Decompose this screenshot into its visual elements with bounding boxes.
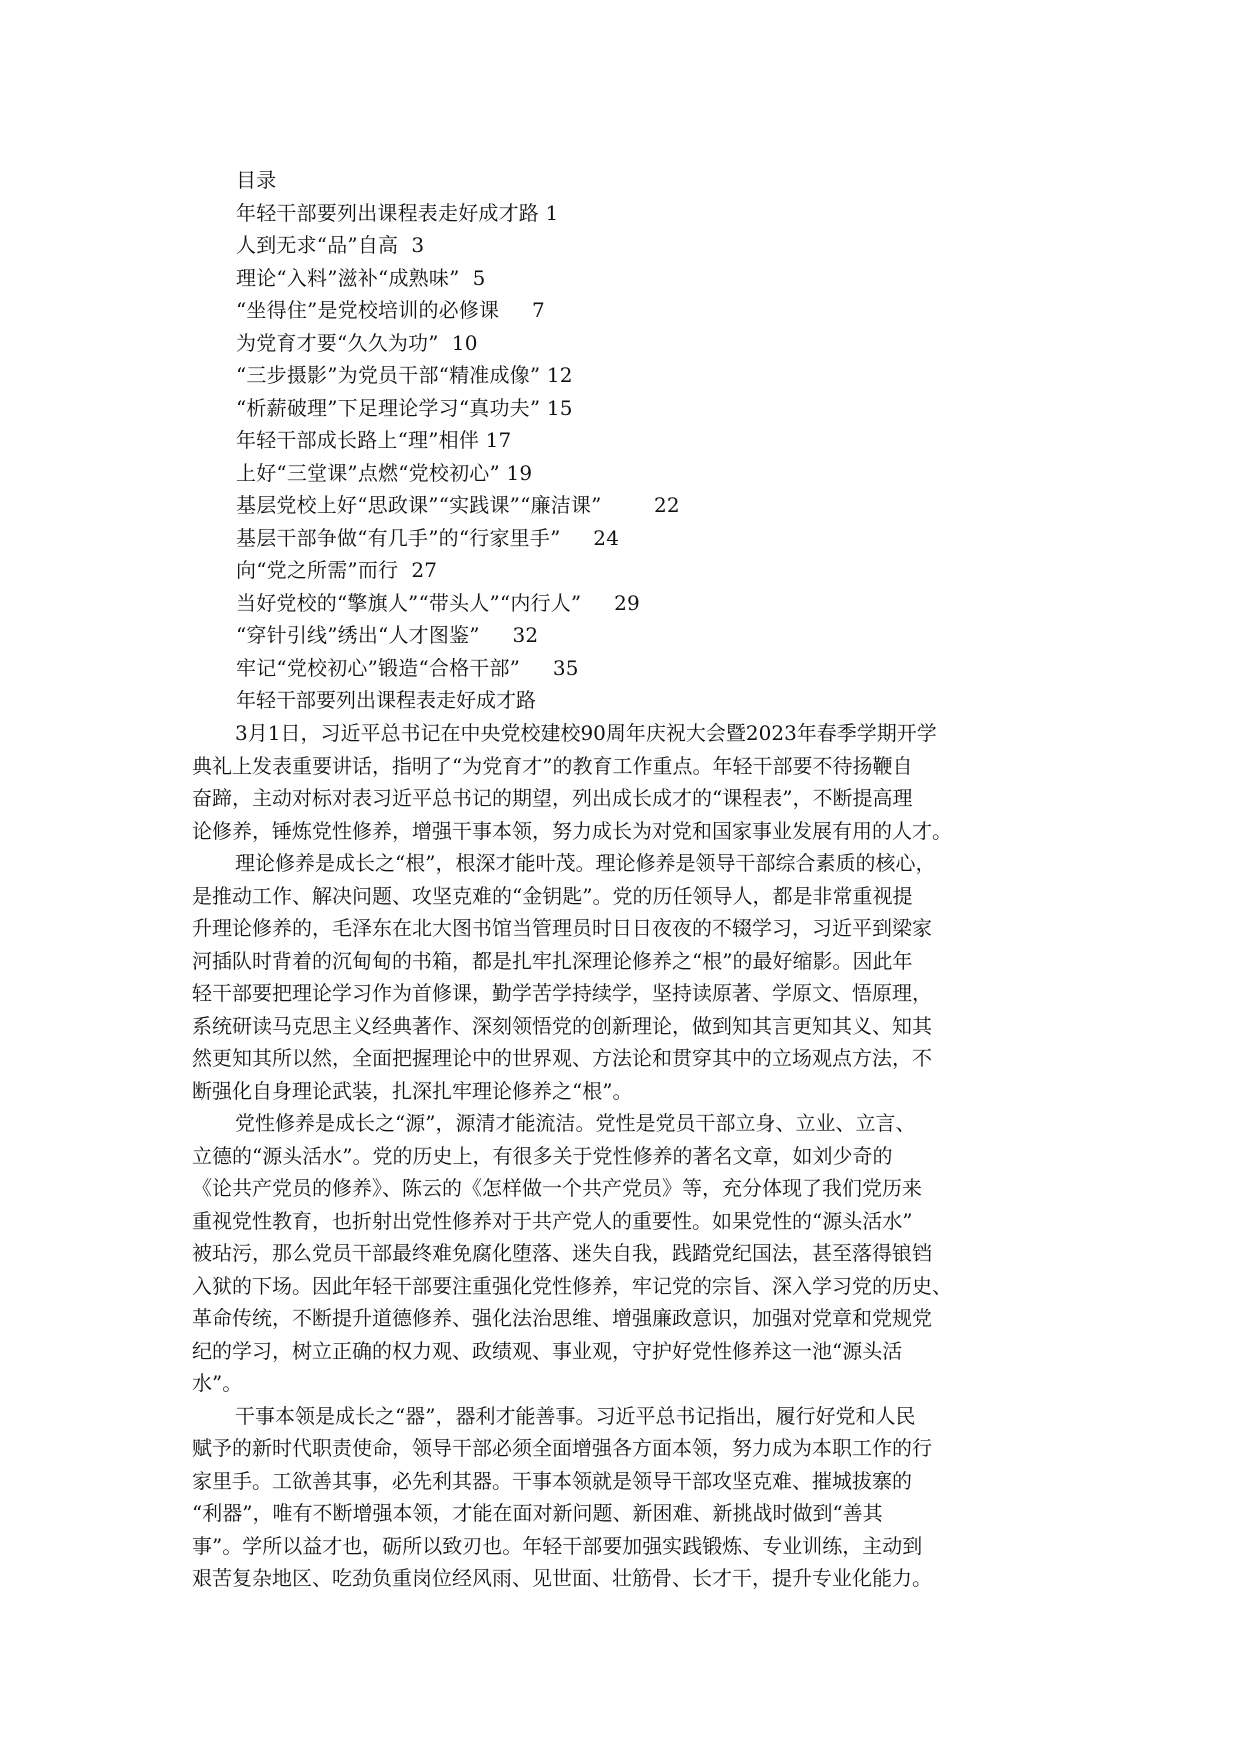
toc-entry: “穿针引线”绣出“人才图鉴” 32	[236, 623, 539, 647]
paragraph-line: 《论共产党员的修养》、陈云的《怎样做一个共产党员》等，充分体现了我们党历来	[192, 1176, 922, 1200]
toc-entry: 为党育才要“久久为功” 10	[236, 330, 478, 355]
toc-entry: “三步摄影”为党员干部“精准成像” 12	[236, 363, 573, 387]
toc-entry: 基层干部争做“有几手”的“行家里手” 24	[236, 525, 620, 550]
paragraph	[192, 717, 1052, 847]
toc-entry: 理论“入料”滋补“成熟味” 5	[236, 265, 486, 290]
paragraph-line: 党性修养是成长之“源”，源清才能流洁。党性是党员干部立身、立业、立言、	[235, 1111, 916, 1135]
paragraph	[192, 1400, 1052, 1595]
paragraph-line: 干事本领是成长之“器”，器利才能善事。习近平总书记指出，履行好党和人民	[235, 1403, 916, 1428]
table-of-contents	[236, 164, 1136, 684]
article-body	[192, 717, 1052, 1595]
paragraph-line: 赋予的新时代职责使命，领导干部必须全面增强各方面本领，努力成为本职工作的行	[192, 1436, 932, 1460]
paragraph-line: 入狱的下场。因此年轻干部要注重强化党性修养，牢记党的宗旨、深入学习党的历史、	[192, 1273, 952, 1298]
paragraph-line: 事”。学所以益才也，砺所以致刃也。年轻干部要加强实践锻炼、专业训练，主动到	[192, 1533, 923, 1558]
paragraph-line: 断强化自身理论武装，扎深扎牢理论修养之“根”。	[192, 1078, 633, 1103]
toc-heading: 目录	[236, 168, 277, 192]
toc-entry: 上好“三堂课”点燃“党校初心” 19	[236, 460, 533, 485]
paragraph-line: 奋蹄，主动对标对表习近平总书记的期望，列出成长成才的“课程表”，不断提高理	[192, 786, 913, 810]
article-title: 年轻干部要列出课程表走好成才路	[236, 688, 536, 712]
toc-entry: “坐得住”是党校培训的必修课 7	[236, 298, 545, 322]
paragraph-line: 水”。	[192, 1371, 243, 1395]
paragraph	[192, 1107, 1052, 1400]
toc-entry: “析薪破理”下足理论学习“真功夫” 15	[236, 395, 573, 420]
paragraph-line: 河插队时背着的沉甸甸的书箱，都是扎牢扎深理论修养之“根”的最好缩影。因此年	[192, 948, 913, 973]
paragraph-line: 3月1日，习近平总书记在中央党校建校90周年庆祝大会暨2023年春季学期开学	[235, 721, 937, 745]
paragraph-line: 理论修养是成长之“根”，根深才能叶茂。理论修养是领导干部综合素质的核心，	[235, 851, 936, 875]
toc-entry: 基层党校上好“思政课”“实践课”“廉洁课” 22	[236, 493, 680, 517]
toc-entry: 年轻干部要列出课程表走好成才路 1	[236, 200, 559, 225]
paragraph-line: 轻干部要把理论学习作为首修课，勤学苦学持续学，坚持读原著、学原文、悟原理，	[192, 981, 932, 1005]
paragraph-line: 家里手。工欲善其事，必先利其器。干事本领就是领导干部攻坚克难、摧城拔寨的	[192, 1468, 912, 1493]
paragraph	[192, 847, 1052, 1107]
paragraph-line: 典礼上发表重要讲话，指明了“为党育才”的教育工作重点。年轻干部要不待扬鞭自	[192, 753, 913, 778]
paragraph-line: 重视党性教育，也折射出党性修养对于共产党人的重要性。如果党性的“源头活水”	[192, 1208, 913, 1233]
paragraph-line: 立德的“源头活水”。党的历史上，有很多关于党性修养的著名文章，如刘少奇的	[192, 1143, 893, 1168]
toc-entry: 年轻干部成长路上“理”相伴 17	[236, 428, 512, 452]
paragraph-line: 纪的学习，树立正确的权力观、政绩观、事业观，守护好党性修养这一池“源头活	[192, 1338, 903, 1363]
toc-entry: 牢记“党校初心”锻造“合格干部” 35	[236, 655, 579, 680]
paragraph-line: 被玷污，那么党员干部最终难免腐化堕落、迷失自我，践踏党纪国法，甚至落得锒铛	[192, 1241, 932, 1265]
paragraph-line: 革命传统，不断提升道德修养、强化法治思维、增强廉政意识，加强对党章和党规党	[192, 1306, 932, 1330]
toc-entry: 当好党校的“擎旗人”“带头人”“内行人” 29	[236, 590, 640, 615]
paragraph-line: 是推动工作、解决问题、攻坚克难的“金钥匙”。党的历任领导人，都是非常重视提	[192, 883, 913, 908]
paragraph-line: “利器”，唯有不断增强本领，才能在面对新问题、新困难、新挑战时做到“善其	[192, 1501, 883, 1525]
toc-entry: 人到无求“品”自高 3	[236, 233, 425, 257]
toc-entry: 向“党之所需”而行 27	[236, 558, 438, 582]
paragraph-line: 系统研读马克思主义经典著作、深刻领悟党的创新理论，做到知其言更知其义、知其	[192, 1013, 932, 1038]
paragraph-line: 然更知其所以然，全面把握理论中的世界观、方法论和贯穿其中的立场观点方法，不	[192, 1046, 932, 1070]
paragraph-line: 升理论修养的，毛泽东在北大图书馆当管理员时日日夜夜的不辍学习，习近平到梁家	[192, 916, 932, 940]
paragraph-line: 论修养，锤炼党性修养，增强干事本领，努力成长为对党和国家事业发展有用的人才。	[192, 818, 952, 843]
paragraph-line: 艰苦复杂地区、吃劲负重岗位经风雨、见世面、壮筋骨、长才干，提升专业化能力。	[192, 1566, 932, 1590]
